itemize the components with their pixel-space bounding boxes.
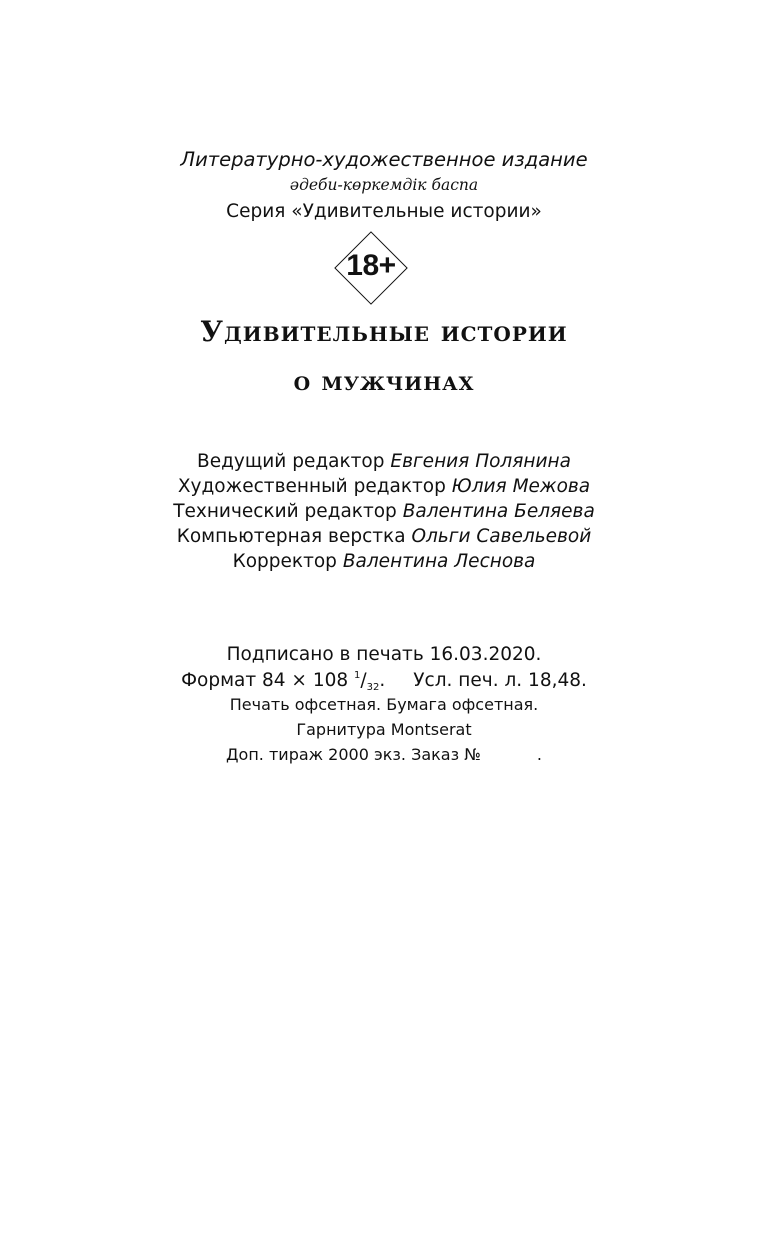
series-label: Серия «Удивительные истории» bbox=[226, 201, 542, 222]
book-title-line-1: Удивительные истории bbox=[200, 315, 568, 348]
credit-role: Ведущий редактор bbox=[197, 451, 385, 472]
print-paper-line: Печать офсетная. Бумага офсетная. bbox=[229, 695, 539, 714]
signed-to-print: Подписано в печать 16.03.2020. bbox=[226, 644, 542, 665]
format-numerator: 1 bbox=[354, 670, 361, 681]
age-rating-text: 18+ bbox=[346, 249, 396, 282]
format-slash: / bbox=[360, 670, 367, 691]
genre-label: Литературно-художественное издание bbox=[180, 148, 588, 171]
credit-art-editor bbox=[0, 478, 768, 497]
age-rating-badge bbox=[334, 231, 408, 305]
circulation-line bbox=[0, 747, 768, 763]
credit-role: Корректор bbox=[232, 551, 337, 572]
credit-name: Валентина Леснова bbox=[342, 551, 536, 572]
credit-name: Ольги Савельевой bbox=[411, 526, 592, 547]
credit-name: Валентина Беляева bbox=[402, 501, 595, 522]
printed-sheets: Усл. печ. л. 18,48. bbox=[413, 670, 587, 691]
circulation-text: Доп. тираж 2000 экз. Заказ № bbox=[226, 745, 481, 764]
credit-role: Художественный редактор bbox=[177, 476, 446, 497]
credit-name: Евгения Полянина bbox=[390, 451, 571, 472]
format-dot: . bbox=[379, 670, 386, 691]
format-fraction bbox=[354, 670, 379, 691]
format-line bbox=[0, 671, 768, 693]
credit-role: Компьютерная верстка bbox=[176, 526, 406, 547]
format-denominator: 32 bbox=[366, 682, 380, 693]
credit-proofreader bbox=[0, 553, 768, 572]
credit-layout bbox=[0, 528, 768, 547]
credit-role: Технический редактор bbox=[173, 501, 397, 522]
book-title-line-2: о мужчинах bbox=[293, 366, 475, 397]
typeface-line: Гарнитура Montserat bbox=[296, 720, 472, 739]
genre-label-kz: әдеби-көркемдік баспа bbox=[289, 176, 479, 194]
credit-tech-editor bbox=[0, 503, 768, 522]
circulation-end: . bbox=[536, 745, 542, 764]
format-prefix: Формат 84 × 108 bbox=[181, 670, 349, 691]
credit-name: Юлия Межова bbox=[451, 476, 591, 497]
credit-lead-editor bbox=[0, 453, 768, 472]
